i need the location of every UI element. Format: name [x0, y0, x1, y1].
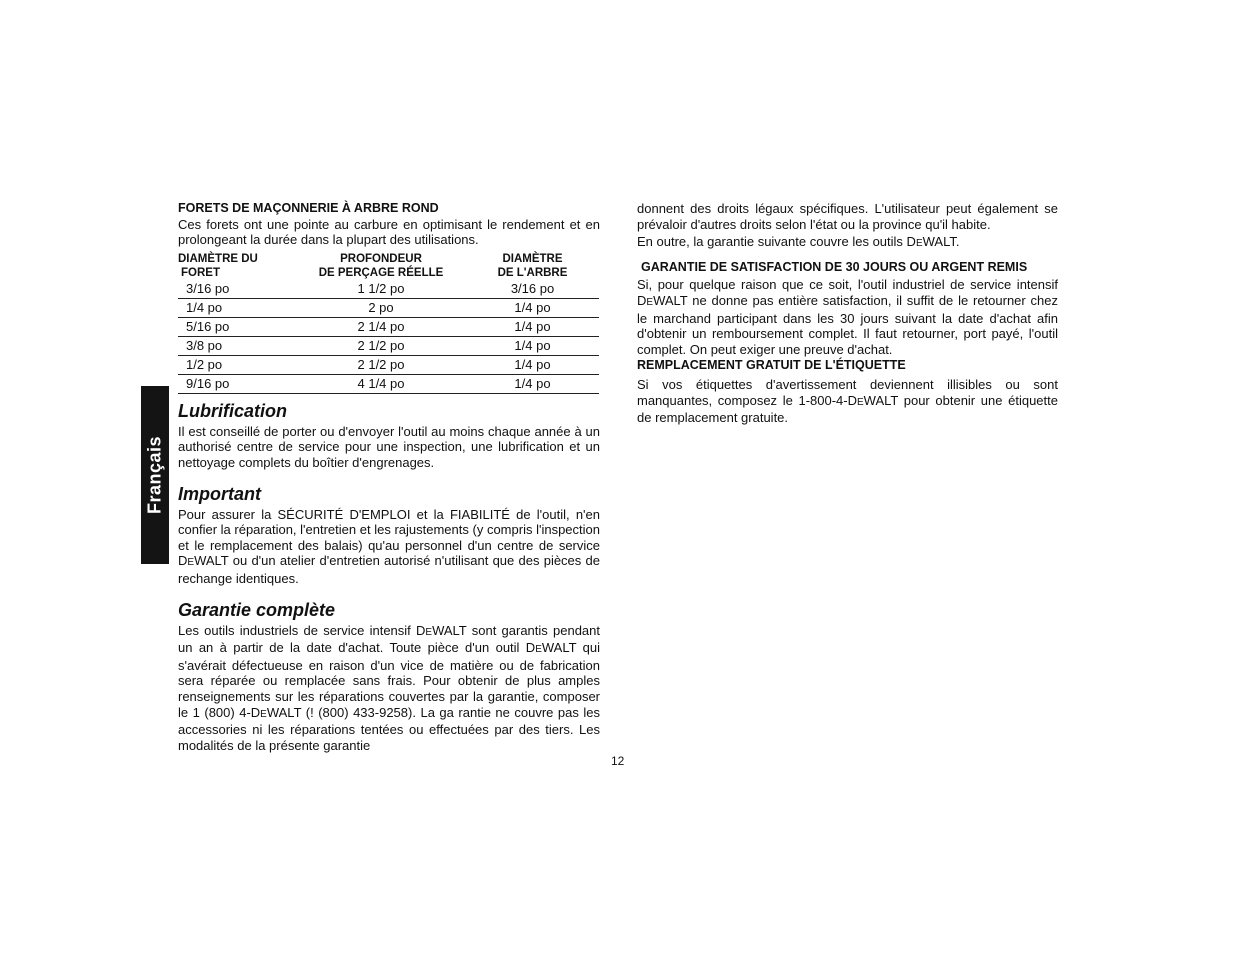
brand-small-e: E: [915, 238, 923, 250]
table-cell: 1/4 po: [178, 298, 296, 317]
col-header-depth: [296, 252, 466, 280]
table-cell: 1/4 po: [466, 355, 599, 374]
label-heading: REMPLACEMENT GRATUIT DE L'ÉTIQUETTE: [637, 358, 906, 373]
table-cell: 3/8 po: [178, 336, 296, 355]
satisfaction-heading: GARANTIE DE SATISFACTION DE 30 JOURS OU ARGENT REMIS: [641, 259, 1028, 274]
table-cell: 5/16 po: [178, 317, 296, 336]
text-segment: WALT.: [922, 234, 960, 250]
table-cell: 9/16 po: [178, 374, 296, 393]
text-segment: Les outils industriels de service intensif D: [178, 622, 426, 638]
drill-specs-table: [178, 252, 599, 394]
table-cell: 2 1/2 po: [296, 336, 466, 355]
text-segment: WALT ou d'un atelier d'entretien autorisé n'utilisant que des pièces de rechange identiques.: [178, 553, 600, 586]
header-line: PROFONDEUR: [340, 252, 422, 265]
language-tab: [141, 386, 169, 564]
text-segment: WALT qui s'avérait défectueuse en raison d'un vice de matière ou de fabrication sera réparée ou remplacée sans frais. Pour obtenir de plus amples renseignements sur les réparations couvertes par la garantie, composer le 1 (800) 4-D: [178, 640, 601, 720]
text-segment: WALT pour obtenir une étiquette de remplacement gratuite.: [637, 392, 1058, 426]
important-text: [178, 507, 600, 587]
table-cell: 1 1/2 po: [296, 280, 466, 299]
brand-small-e: E: [646, 296, 654, 308]
header-line: DE PERÇAGE RÉELLE: [318, 266, 444, 279]
label-text: [637, 377, 1058, 426]
table-cell: 1/4 po: [466, 317, 599, 336]
table-cell: 1/2 po: [178, 355, 296, 374]
header-line: FORET: [181, 266, 220, 279]
brand-small-e: E: [260, 708, 267, 720]
table-row: [178, 336, 599, 355]
text-segment: Pour assurer la SÉCURITÉ D'EMPLOI et la FIABILITÉ de l'outil, n'en confier la réparation, l'entretien et les rajustements (y compris l'inspection et le remplacement des balais) qu'au personnel d'un centre de service D: [178, 506, 600, 569]
table-cell: 3/16 po: [466, 280, 599, 299]
table-row: [178, 280, 599, 299]
text-segment: WALT ne donne pas entière satisfaction, il suffit de le retourner chez le marchand participant dans les 30 jours suivant la date d'achat afin d'obtenir un remboursement complet. Il faut retourner, port payé, l'outil complet. On peut exiger une preuve d'achat.: [637, 292, 1058, 357]
table-row: [178, 374, 599, 393]
warranty-text: [178, 623, 600, 754]
drills-heading: FORETS DE MAÇONNERIE À ARBRE ROND: [178, 201, 439, 215]
header-line: DIAMÈTRE DU: [178, 252, 258, 265]
left-column: [178, 201, 600, 753]
table-row: [178, 298, 599, 317]
table-cell: 1/4 po: [466, 298, 599, 317]
table-cell: 2 po: [296, 298, 466, 317]
table-row: [178, 355, 599, 374]
brand-small-e: E: [535, 644, 542, 656]
drills-text: Ces forets ont une pointe au carbure en optimisant le rendement et en prolongeant la durée dans la plupart des utilisations.: [178, 216, 600, 248]
text-segment: WALT (! (800) 433-9258). La ga rantie ne couvre pas les accessories ni les réparations tentées ou effectuées par des tiers. Les modalités de la présente garantie: [178, 704, 600, 753]
language-tab-label: Français: [144, 435, 165, 515]
satisfaction-text: [637, 277, 1058, 357]
table-cell: 1/4 po: [466, 336, 599, 355]
text-segment: Si vos étiquettes d'avertissement deviennent illisibles ou sont manquantes, composez le 1-800-4-D: [637, 376, 1058, 408]
brand-small-e: E: [856, 396, 864, 408]
table-cell: 3/16 po: [178, 280, 296, 299]
brand-small-e: E: [425, 626, 433, 638]
extra-coverage-text: [637, 234, 1058, 252]
col-header-shank: [466, 252, 599, 280]
table-cell: 2 1/2 po: [296, 355, 466, 374]
text-segment: Si, pour quelque raison que ce soit, l'outil industriel de service intensif D: [637, 277, 1058, 308]
header-line: DIAMÈTRE: [502, 252, 563, 265]
right-column: [637, 201, 1058, 426]
table-cell: 4 1/4 po: [296, 374, 466, 393]
page-number: 12: [611, 754, 625, 768]
lubrication-title: Lubrification: [178, 400, 287, 421]
table-header-row: [178, 252, 599, 280]
text-segment: WALT sont garantis pendant un an à partir de la date d'achat. Toute pièce d'un outil D: [178, 622, 600, 656]
header-line: DE L'ARBRE: [497, 266, 568, 279]
table-cell: 1/4 po: [466, 374, 599, 393]
table-cell: 2 1/4 po: [296, 317, 466, 336]
warranty-continuation: donnent des droits légaux spécifiques. L'utilisateur peut également se prévaloir d'autres droits selon l'état ou la province qu'il habite.: [637, 201, 1058, 232]
warranty-title: Garantie complète: [178, 599, 336, 620]
text-segment: En outre, la garantie suivante couvre les outils D: [637, 234, 916, 250]
col-header-diameter: [178, 252, 296, 280]
important-title: Important: [178, 483, 261, 504]
lubrication-text: Il est conseillé de porter ou d'envoyer l'outil au moins chaque année à un authorisé centre de service pour une inspection, une lubrification et un nettoyage complets du boîtier d'engrenages.: [178, 423, 600, 470]
brand-small-e: E: [187, 557, 195, 569]
table-row: [178, 317, 599, 336]
